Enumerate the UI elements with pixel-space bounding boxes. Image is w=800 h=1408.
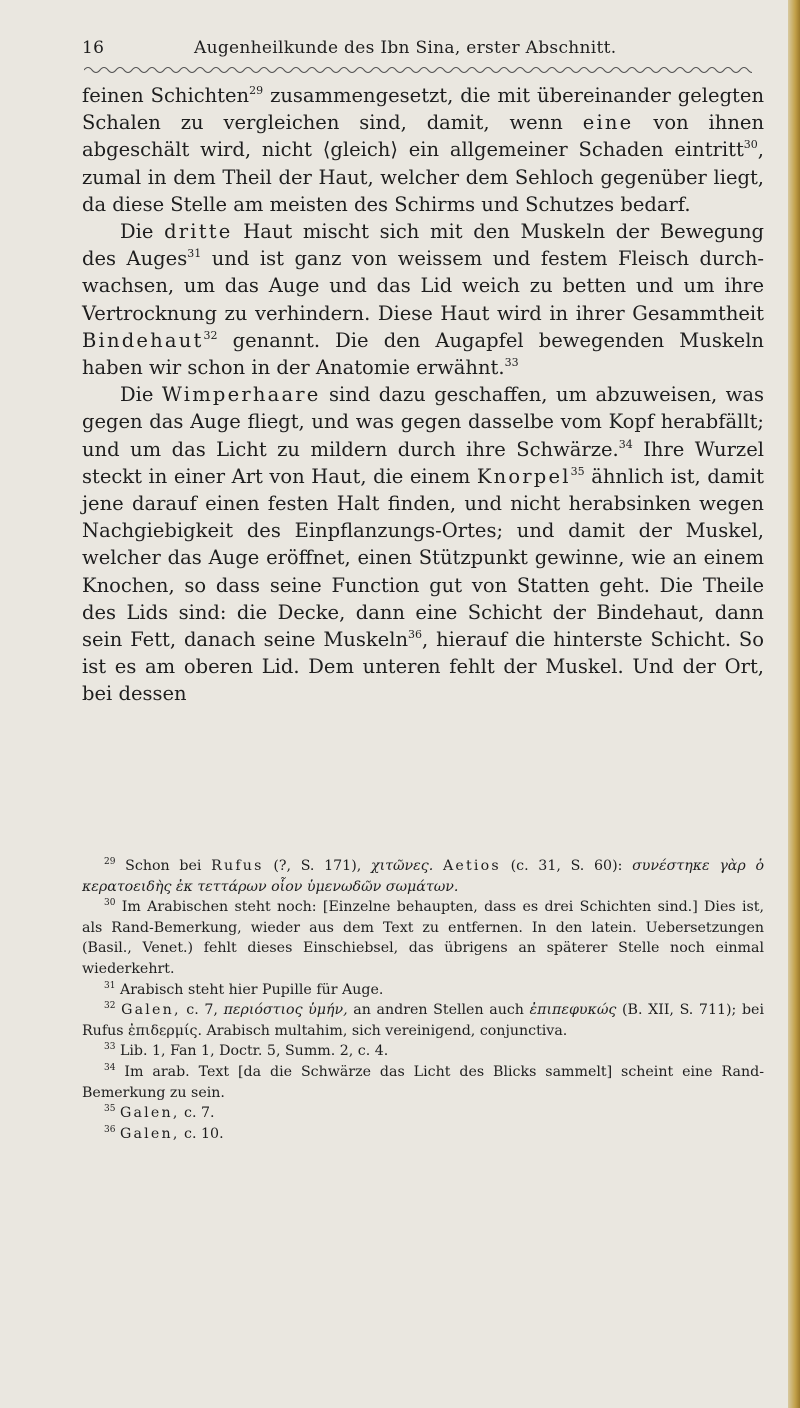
footnote: $^{34}$ Im arab. Text [da die Schwärze das Licht des Blicks sammelt] scheint eine Rand-Bemerkung zu sein.	[82, 1062, 764, 1101]
page-edge	[788, 0, 800, 1408]
paragraph: Die Wimperhaare sind dazu geschaffen, um abzuweisen, was gegen das Auge fliegt, und was gegen dasselbe vom Kopf herabfällt; und um das Licht zu mildern durch ihre Schwärze.$^{34}$ Ihre Wurzel steckt in einer Art von Haut, die einem Knorpel$^{35}$ ähnlich ist, damit jene darauf einen festen Halt finden, und nicht herabsinken wegen Nachgiebigkeit des Einpflanzungs-Ortes; und damit der Muskel, welcher das Auge eröffnet, einen Stützpunkt gewinne, wie an einem Knochen, so dass seine Function gut von Statten geht. Die Theile des Lids sind: die Decke, dann eine Schicht der Bindehaut, dann sein Fett, danach seine Muskeln$^{36}$, hierauf die hinterste Schicht. So ist es am oberen Lid. Dem unteren fehlt der Muskel. Und der Ort, bei dessen	[82, 383, 764, 706]
footnote: $^{29}$ Schon bei Rufus (?, S. 171), χιτῶνες. Aetios (c. 31, S. 60): συνέστηκε γὰρ ὁ κερατοειδὴς ἐκ τεττάρων οἷον ὑμενωδῶν σωμάτων.	[82, 857, 764, 895]
running-title: Augenheilkunde des Ibn Sina, erster Abschnitt.	[194, 38, 617, 58]
decorative-wavy-rule	[84, 64, 752, 76]
footnote-ref[interactable]: 36	[408, 628, 423, 642]
main-text	[82, 82, 764, 708]
footnote-ref[interactable]: 31	[187, 247, 202, 261]
footnote-ref[interactable]: 34	[618, 437, 633, 451]
footnote: $^{33}$ Lib. 1, Fan 1, Doctr. 5, Summ. 2, c. 4.	[104, 1042, 389, 1060]
footnote-ref[interactable]: 33	[504, 356, 519, 370]
footnote: $^{30}$ Im Arabischen steht noch: [Einzelne behaupten, dass es drei Schichten sind.] Dies ist, als Rand-Bemerkung, wieder aus dem Text zu entfernen. In den latein. Uebersetzungen (Basil., Venet.) fehlt dieses Einschiebsel, das übrigens an späterer Stelle noch einmal wiederkehrt.	[82, 898, 764, 977]
footnote: $^{35}$ Galen, c. 7.	[104, 1104, 215, 1122]
footnotes	[82, 856, 764, 1144]
running-header	[82, 38, 762, 66]
paragraph: Die dritte Haut mischt sich mit den Muskeln der Bewegung des Auges$^{31}$ und ist ganz von weissem und festem Fleisch durchwachsen, um das Auge und das Lid weich zu betten und um ihre Vertrocknung zu verhindern. Diese Haut wird in ihrer Gesammtheit Bindehaut$^{32}$ genannt. Die den Augapfel bewegenden Muskeln haben wir schon in der Anatomie erwähnt.$^{33}$	[82, 220, 765, 380]
footnote: $^{31}$ Arabisch steht hier Pupille für Auge.	[104, 980, 384, 998]
footnote: $^{36}$ Galen, c. 10.	[104, 1124, 224, 1142]
footnote-ref[interactable]: 29	[249, 84, 264, 97]
footnote-ref[interactable]: 35	[570, 464, 585, 478]
footnote-ref[interactable]: 32	[203, 328, 218, 342]
footnote-ref[interactable]: 30	[743, 138, 758, 152]
paragraph: feinen Schichten$^{29}$ zusammengesetzt, die mit übereinander gelegten Schalen zu vergleichen sind, damit, wenn eine von ihnen abgeschält wird, nicht ⟨gleich⟩ ein allgemeiner Schaden eintritt$^{30}$, zumal in dem Theil der Haut, welcher dem Sehloch gegenüber liegt, da diese Stelle am meisten des Schirms und Schutzes bedarf.	[82, 84, 765, 216]
footnote: $^{32}$ Galen, c. 7, περιόστιος ὑμήν, an andren Stellen auch ἐπιπεφυκώς (B. XII, S. 711); bei Rufus ἐπιδερμίς. Arabisch multahim, sich vereinigend, conjunctiva.	[82, 1001, 764, 1039]
page-number: 16	[82, 38, 105, 58]
